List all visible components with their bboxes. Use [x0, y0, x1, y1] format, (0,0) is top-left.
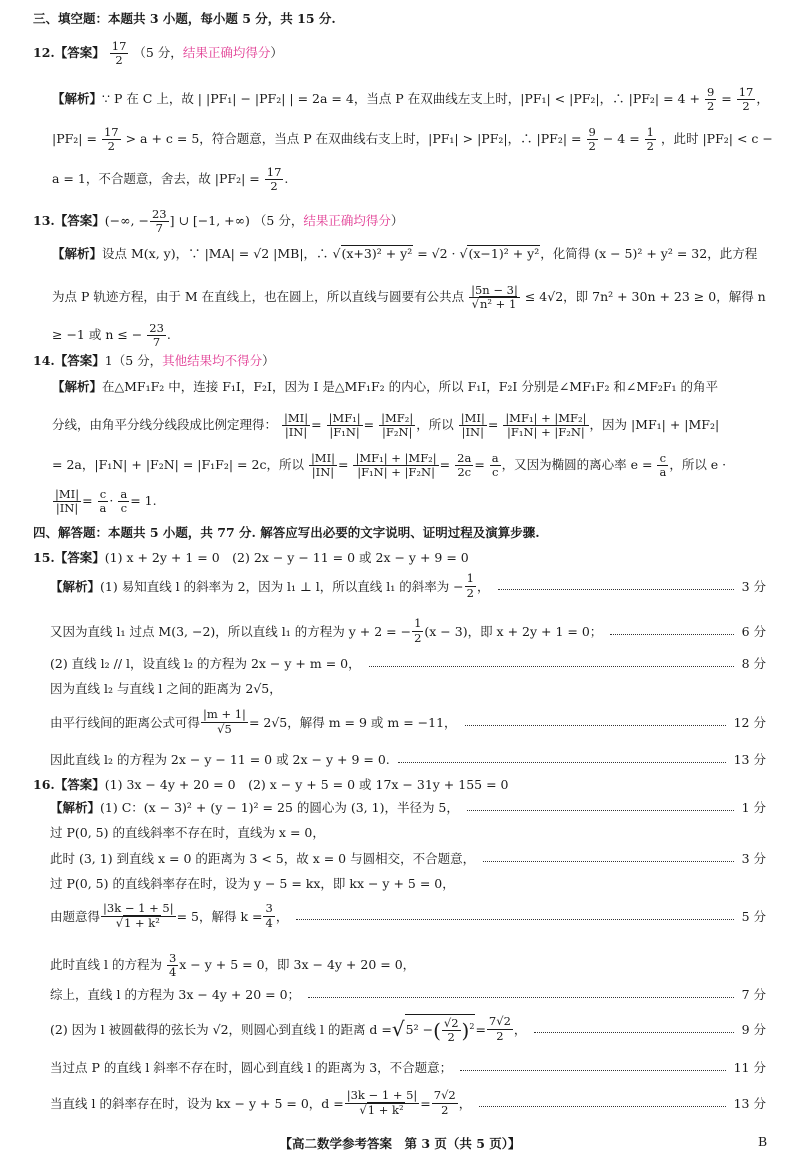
leader-dots	[465, 725, 726, 726]
answer-tag: 【答案】	[54, 550, 105, 565]
leader-dots	[460, 1070, 725, 1071]
points: 3 分	[741, 579, 766, 594]
q12-analysis-line-1: 【解析】∵ P 在 C 上，故 | |PF₁| − |PF₂| | = 2a = 4，当点 P 在双曲线左支上时，|PF₁| < |PF₂|，∴ |PF₂| = 4 + $\frac{9}{2}$ = $\frac{17}{2}$ ，	[52, 85, 769, 114]
version-label: B	[758, 1134, 768, 1149]
score-note: 其他结果均不得分	[162, 353, 263, 368]
q15-step-6: 因此直线 l₂ 的方程为 2x − y − 11 = 0 或 2x − y + 9 = 0. 13 分	[50, 752, 766, 767]
question-number: 12.	[33, 45, 55, 61]
leader-dots	[398, 762, 726, 763]
leader-dots	[610, 634, 733, 635]
q14-analysis-line-3: = 2a，|F₁N| + |F₂N| = |F₁F₂| = 2c，所以 $\frac{|MI|}{|IN|}$ = $\frac{\text{|MF₁| + |MF₂|}}{\text{|F₁N| + |F₂N|}}$ = $\frac{2a}{2c}$ = $\frac{a}{c}$ ，又因为椭圆的离心率 e = $\frac{c}{a}$ ，所以 e ·	[52, 451, 727, 480]
analysis-tag: 【解析】	[52, 379, 103, 394]
q13-answer-line: 13.【答案】(−∞, − $\frac{23}{7}$ ] ∪ [−1, +∞) （5 分，结果正确均得分）	[33, 207, 404, 236]
q14-analysis-line-4: $\frac{|MI|}{|IN|}$ = $\frac{c}{a}$ · $\frac{a}{c}$ = 1.	[55, 487, 157, 516]
q16-step-5: 由题意得 $\frac{|3k - 1 + 5|}{\text{√1 + k²}}$ = 5，解得 k = $\frac{3}{4}$ ， 5 分	[50, 901, 766, 930]
points: 9 分	[741, 1022, 766, 1037]
q16-step-8: (2) 因为 l 被圆截得的弦长为 √2，则圆心到直线 l 的距离 d = √ 5² −( $\frac{√2}{2}$ )$^2$ = $\frac{7√2}{2}$ ， 9 分	[50, 1014, 766, 1044]
leader-dots	[369, 666, 734, 667]
q12-analysis-line-2: |PF₂| = $\frac{17}{2}$ > a + c = 5，符合题意，当点 P 在双曲线右支上时，|PF₁| > |PF₂|，∴ |PF₂| = $\frac{9}{2}$ − 4 = $\frac{1}{2}$ ，此时 |PF₂| < c −	[52, 125, 773, 154]
points: 6 分	[741, 624, 766, 639]
q12-answer-line: 12.【答案】 $\frac{17}{2}$ （5 分，结果正确均得分）	[33, 39, 283, 68]
points: 13 分	[733, 752, 766, 767]
q16-step-1: 【解析】 (1) C：(x − 3)² + (y − 1)² = 25 的圆心为 (3, 1)，半径为 5， 1 分	[50, 800, 766, 815]
points: 3 分	[741, 851, 766, 866]
score-note: 结果正确均得分	[182, 45, 271, 61]
question-number: 16.	[33, 777, 55, 792]
fraction: $\frac{17}{2}$	[111, 39, 127, 68]
q15-step-4: 因为直线 l₂ 与直线 l 之间的距离为 2√5，	[50, 681, 282, 696]
points: 11 分	[733, 1060, 766, 1075]
q15-step-1: 【解析】 (1) 易知直线 l 的斜率为 2，因为 l₁ ⊥ l，所以直线 l₁ 的斜率为 − $\frac{1}{2}$ ， 3 分	[50, 571, 766, 600]
score-note: 结果正确均得分	[303, 213, 391, 229]
page-footer: 【高二数学参考答案 第 3 页（共 5 页）】	[279, 1136, 521, 1151]
q13-analysis-line-1: 【解析】设点 M(x, y)，∵ |MA| = √2 |MB|，∴ √(x+3)² + y² = √2 · √(x−1)² + y²，化简得 (x − 5)² + y² = 32，此方程	[52, 246, 758, 261]
answer-tag: 【答案】	[54, 213, 105, 229]
analysis-tag: 【解析】	[52, 91, 103, 107]
q13-analysis-line-2: 为点 P 轨迹方程，由于 M 在直线上，也在圆上，所以直线与圆要有公共点 $\frac{|5n - 3|}{\text{√n² + 1}}$ ≤ 4√2，即 7n² + 30n + 23 ≥ 0，解得 n	[52, 283, 766, 312]
leader-dots	[534, 1032, 733, 1033]
q15-step-2: 又因为直线 l₁ 过点 M(3, −2)，所以直线 l₁ 的方程为 y + 2 = − $\frac{1}{2}$ (x − 3)，即 x + 2y + 1 = 0； 6 分	[50, 616, 766, 645]
answer-tag: 【答案】	[54, 777, 105, 792]
q12-analysis-line-3: a = 1，不合题意，舍去，故 |PF₂| = $\frac{17}{2}$ .	[52, 165, 289, 194]
q15-step-5: 由平行线间的距离公式可得 $\frac{|m + 1|}{√5}$ = 2√5，解得 m = 9 或 m = −11， 12 分	[50, 707, 766, 736]
q14-answer-line: 14.【答案】1（5 分，其他结果均不得分）	[33, 353, 275, 368]
q14-analysis-line-2: 分线，由角平分线分线段成比例定理得： $\frac{|MI|}{|IN|}$ = $\frac{\text{|MF₁|}}{\text{|F₁N|}}$ = $\frac{\text{|MF₂|}}{\text{|F₂N|}}$ ，所以 $\frac{|MI|}{|IN|}$ = $\frac{\text{|MF₁| + |MF₂|}}{\text{|F₁N| + |F₂N|}}$ ，因为 |MF₁| + |MF₂|	[52, 411, 720, 440]
q16-step-2: 过 P(0, 5) 的直线斜率不存在时，直线为 x = 0，	[50, 825, 325, 840]
leader-dots	[308, 997, 734, 998]
section-heading-fill-blank: 三、填空题：本题共 3 小题，每小题 5 分，共 15 分.	[33, 11, 336, 26]
q16-step-9: 当过点 P 的直线 l 斜率不存在时，圆心到直线 l 的距离为 3，不合题意； 11 分	[50, 1060, 766, 1075]
q13-analysis-line-3: ≥ −1 或 n ≤ − $\frac{23}{7}$ .	[52, 321, 171, 350]
points: 8 分	[741, 656, 766, 671]
q16-step-10: 当直线 l 的斜率存在时，设为 kx − y + 5 = 0，d = $\frac{|3k - 1 + 5|}{\text{√1 + k²}}$ = $\frac{7√2}{2}$ ， 13 分	[50, 1088, 766, 1117]
points: 7 分	[741, 987, 766, 1002]
points: 1 分	[741, 800, 766, 815]
q16-answer-line: 16.【答案】(1) 3x − 4y + 20 = 0 (2) x − y + 5 = 0 或 17x − 31y + 155 = 0	[33, 777, 509, 792]
analysis-tag: 【解析】	[52, 246, 103, 261]
leader-dots	[483, 861, 733, 862]
section-heading-solutions: 四、解答题：本题共 5 小题，共 77 分. 解答应写出必要的文字说明、证明过程及演算步骤.	[33, 525, 540, 540]
answer-tag: 【答案】	[54, 353, 105, 368]
points: 5 分	[741, 909, 766, 924]
q16-step-3: 此时 (3, 1) 到直线 x = 0 的距离为 3 < 5，故 x = 0 与圆相交，不合题意， 3 分	[50, 851, 766, 866]
q16-step-7: 综上，直线 l 的方程为 3x − 4y + 20 = 0； 7 分	[50, 987, 766, 1002]
points: 12 分	[733, 715, 766, 730]
question-number: 13.	[33, 213, 55, 229]
leader-dots	[479, 1106, 725, 1107]
points: 13 分	[733, 1096, 766, 1111]
q14-analysis-line-1: 【解析】在△MF₁F₂ 中，连接 F₁I，F₂I，因为 I 是△MF₁F₂ 的内心，所以 F₁I，F₂I 分别是∠MF₁F₂ 和∠MF₂F₁ 的角平	[52, 379, 719, 394]
q16-step-4: 过 P(0, 5) 的直线斜率存在时，设为 y − 5 = kx，即 kx − y + 5 = 0，	[50, 876, 455, 891]
leader-dots	[296, 919, 733, 920]
answer-tag: 【答案】	[54, 45, 105, 61]
leader-dots	[498, 589, 734, 590]
leader-dots	[467, 810, 734, 811]
question-number: 15.	[33, 550, 55, 565]
question-number: 14.	[33, 353, 55, 368]
q15-answer-line: 15.【答案】(1) x + 2y + 1 = 0 (2) 2x − y − 11 = 0 或 2x − y + 9 = 0	[33, 550, 469, 565]
q16-step-6: 此时直线 l 的方程为 $\frac{3}{4}$ x − y + 5 = 0，即 3x − 4y + 20 = 0，	[50, 951, 416, 980]
q15-step-3: (2) 直线 l₂ // l，设直线 l₂ 的方程为 2x − y + m = 0， 8 分	[50, 656, 766, 671]
